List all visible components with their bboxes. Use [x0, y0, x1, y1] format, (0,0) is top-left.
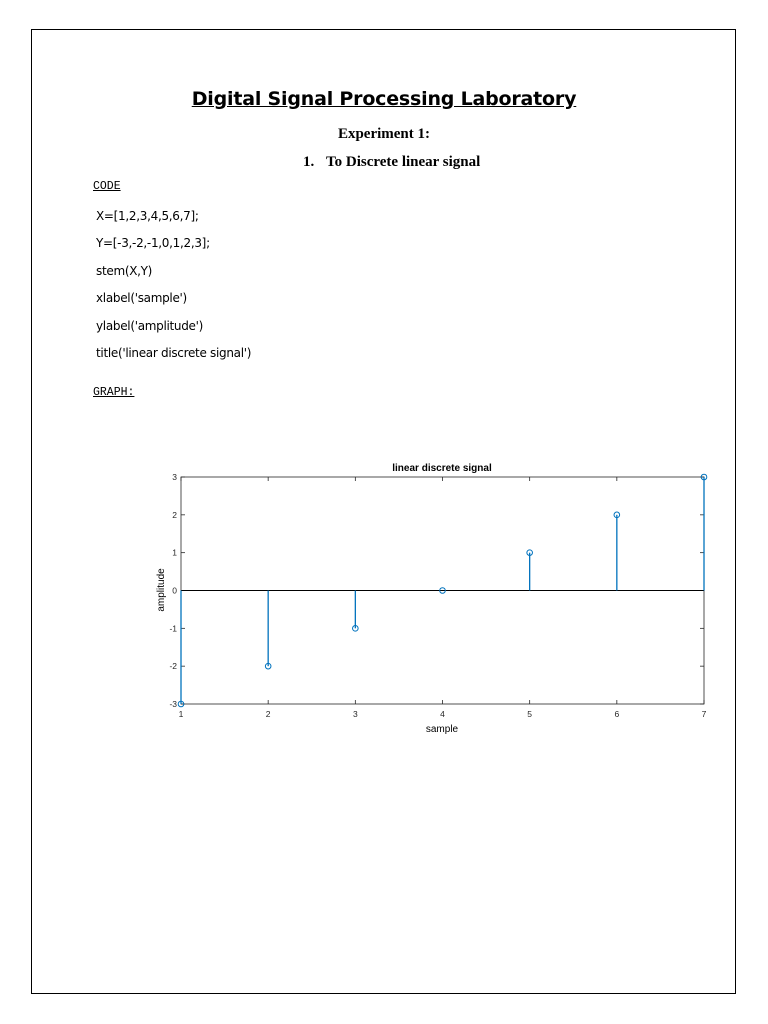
x-tick-label: 6: [614, 709, 620, 719]
code-line: stem(X,Y): [96, 264, 153, 278]
chart-axes: [169, 472, 706, 719]
document-title: Digital Signal Processing Laboratory: [191, 88, 577, 110]
aim-text: To Discrete linear signal: [326, 154, 481, 170]
aim-number: 1.: [303, 154, 315, 170]
chart-title: linear discrete signal: [392, 463, 492, 474]
y-tick-label: 2: [172, 509, 177, 520]
y-tick-label: -1: [169, 623, 177, 634]
code-line: ylabel('amplitude'): [96, 319, 204, 333]
graph-label: GRAPH:: [93, 386, 135, 399]
chart-ylabel: amplitude: [156, 568, 167, 612]
code-line: xlabel('sample'): [96, 291, 187, 305]
y-tick-label: 1: [172, 547, 177, 558]
chart-xlabel: sample: [425, 724, 459, 735]
x-tick-label: 7: [701, 709, 707, 719]
y-tick-label: 3: [172, 472, 177, 482]
x-tick-label: 2: [265, 709, 271, 719]
code-label: CODE: [93, 180, 121, 193]
experiment-heading: Experiment 1:: [337, 126, 431, 142]
x-tick-label: 1: [178, 709, 184, 719]
code-line: X=[1,2,3,4,5,6,7];: [96, 209, 199, 223]
y-tick-label: -2: [169, 661, 177, 672]
y-tick-label: -3: [169, 699, 177, 709]
x-tick-label: 4: [440, 709, 445, 719]
y-tick-label: 0: [172, 585, 177, 596]
x-tick-label: 5: [527, 709, 533, 719]
code-line: title('linear discrete signal'): [96, 346, 252, 360]
code-line: Y=[-3,-2,-1,0,1,2,3];: [96, 236, 210, 250]
x-tick-label: 3: [352, 709, 358, 719]
